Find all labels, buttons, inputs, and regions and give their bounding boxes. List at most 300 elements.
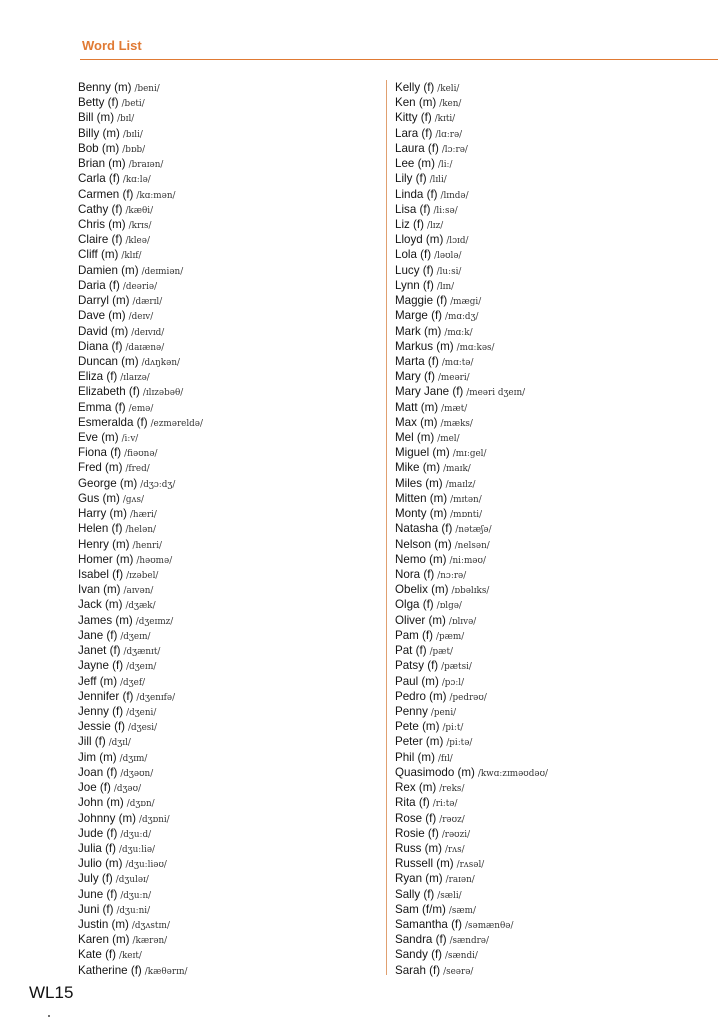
word-entry <box>78 354 378 369</box>
entry-pronunciation: /dʒɪl/ <box>108 738 131 749</box>
word-entry <box>395 278 710 293</box>
entry-pronunciation: /braɪən/ <box>128 160 164 171</box>
entry-word: Ken (m) <box>395 96 437 110</box>
word-entry <box>395 871 710 886</box>
entry-word: David (m) <box>78 324 129 338</box>
entry-word: Marta (f) <box>395 354 439 368</box>
word-entry <box>395 719 710 734</box>
entry-pronunciation: /riːtə/ <box>432 799 458 810</box>
entry-word: Isabel (f) <box>78 568 124 581</box>
entry-pronunciation: /beti/ <box>121 99 145 110</box>
entry-word: Helen (f) <box>78 522 123 536</box>
word-entry <box>395 247 710 262</box>
entry-pronunciation: /ɪlɪzəbəθ/ <box>142 388 184 399</box>
entry-word: Billy (m) <box>78 126 120 140</box>
word-entry <box>395 963 710 978</box>
entry-word: Jude (f) <box>78 826 118 840</box>
word-entry <box>395 324 710 339</box>
entry-word: Quasimodo (m) <box>395 765 475 779</box>
entry-word: Lisa (f) <box>395 202 431 216</box>
entry-word: Betty (f) <box>78 96 119 110</box>
entry-word: Marge (f) <box>395 309 443 323</box>
entry-pronunciation: /daɪænə/ <box>125 342 165 353</box>
entry-pronunciation: /rəʊzi/ <box>441 829 471 840</box>
word-entry <box>395 932 710 947</box>
entry-word: Jim (m) <box>78 750 117 764</box>
word-entry <box>78 491 378 506</box>
entry-word: Kitty (f) <box>395 111 432 125</box>
entry-pronunciation: /niːməʊ/ <box>449 555 486 566</box>
word-entry <box>78 582 378 597</box>
entry-word: Mary Jane (f) <box>395 385 464 399</box>
word-entry <box>78 156 378 171</box>
entry-word: Cathy (f) <box>78 202 123 216</box>
entry-pronunciation: /sæli/ <box>437 890 462 901</box>
entry-word: Lily (f) <box>395 172 427 186</box>
word-entry <box>395 674 710 689</box>
entry-pronunciation: /pedrəʊ/ <box>449 692 487 703</box>
word-entry <box>395 643 710 658</box>
word-entry <box>395 841 710 856</box>
entry-pronunciation: /mɑːkəs/ <box>456 342 495 353</box>
entry-pronunciation: /deɪv/ <box>128 312 154 323</box>
word-entry <box>78 811 378 826</box>
word-entry <box>395 141 710 156</box>
entry-word: Elizabeth (f) <box>78 385 140 399</box>
entry-word: Carmen (f) <box>78 187 134 201</box>
word-entry <box>78 339 378 354</box>
entry-word: Fiona (f) <box>78 446 122 460</box>
entry-word: Samantha (f) <box>395 918 463 932</box>
entry-word: Bill (m) <box>78 111 115 125</box>
word-entry <box>395 415 710 430</box>
entry-word: John (m) <box>78 796 124 810</box>
entry-word: Paul (m) <box>395 674 439 688</box>
word-entry <box>395 187 710 202</box>
entry-pronunciation: /ezməreldə/ <box>150 418 203 429</box>
entry-word: Homer (m) <box>78 552 134 566</box>
entry-pronunciation: /bɪl/ <box>117 114 135 125</box>
entry-pronunciation: /dʒɒn/ <box>126 799 155 810</box>
entry-word: Penny <box>395 704 428 718</box>
entry-word: Olga (f) <box>395 598 434 612</box>
entry-pronunciation: /nelsən/ <box>454 540 490 551</box>
word-entry <box>78 795 378 810</box>
entry-pronunciation: /keli/ <box>437 84 460 94</box>
word-entry <box>78 217 378 232</box>
entry-pronunciation: /kɑːlə/ <box>122 175 151 186</box>
entry-pronunciation: /lɪndə/ <box>440 190 469 201</box>
word-entry <box>78 80 378 95</box>
header-rule <box>80 59 718 60</box>
entry-pronunciation: /rəʊz/ <box>439 814 465 825</box>
word-entry <box>395 460 710 475</box>
entry-pronunciation: /dʒuːliə/ <box>119 844 156 855</box>
entry-pronunciation: /gʌs/ <box>122 494 144 505</box>
page-number: WL15 <box>29 983 74 1002</box>
entry-word: Russell (m) <box>395 857 454 871</box>
entry-pronunciation: /dʒesi/ <box>128 723 158 734</box>
entry-pronunciation: /ɪlaɪzə/ <box>120 373 150 384</box>
word-entry <box>78 567 378 582</box>
entry-word: Lara (f) <box>395 126 433 140</box>
word-entry <box>78 674 378 689</box>
entry-word: Carla (f) <box>78 172 120 186</box>
word-entry <box>78 400 378 415</box>
entry-pronunciation: /pæm/ <box>436 631 465 642</box>
entry-word: Pete (m) <box>395 720 440 734</box>
entry-word: James (m) <box>78 613 133 627</box>
entry-word: Dave (m) <box>78 309 126 323</box>
entry-word: Miguel (m) <box>395 446 450 460</box>
entry-word: Gus (m) <box>78 491 120 505</box>
word-entry <box>78 917 378 932</box>
entry-pronunciation: /kæθi/ <box>125 205 154 216</box>
entry-word: Sarah (f) <box>395 963 441 977</box>
entry-pronunciation: /deɪmiən/ <box>141 266 184 277</box>
entry-pronunciation: /mæks/ <box>440 418 473 429</box>
entry-pronunciation: /piːt/ <box>442 723 464 734</box>
word-entry <box>78 506 378 521</box>
word-entry <box>395 582 710 597</box>
entry-word: Mitten (m) <box>395 491 448 505</box>
entry-word: Natasha (f) <box>395 522 453 536</box>
word-entry <box>78 232 378 247</box>
word-entry <box>395 445 710 460</box>
entry-word: Justin (m) <box>78 918 129 932</box>
entry-word: Joan (f) <box>78 765 118 779</box>
entry-word: Duncan (m) <box>78 354 139 368</box>
word-entry <box>78 947 378 962</box>
word-entry <box>78 95 378 110</box>
word-entry <box>395 765 710 780</box>
entry-word: Russ (m) <box>395 841 443 855</box>
entry-pronunciation: /səmænθə/ <box>465 921 514 932</box>
word-entry <box>395 689 710 704</box>
entry-word: Kelly (f) <box>395 81 435 94</box>
column-divider <box>386 80 387 975</box>
word-entry <box>78 643 378 658</box>
entry-pronunciation: /həʊmə/ <box>136 555 173 566</box>
entry-pronunciation: /dʒuːliəʊ/ <box>125 860 167 871</box>
entry-word: Obelix (m) <box>395 583 449 597</box>
word-entry <box>395 811 710 826</box>
entry-pronunciation: /dʒɒni/ <box>139 814 170 825</box>
entry-word: Pedro (m) <box>395 689 447 703</box>
entry-pronunciation: /mɪtən/ <box>450 494 482 505</box>
word-entry <box>395 126 710 141</box>
entry-word: Jill (f) <box>78 735 106 749</box>
word-entry <box>78 278 378 293</box>
entry-pronunciation: /dʒef/ <box>120 677 146 688</box>
entry-pronunciation: /fɪl/ <box>437 753 453 764</box>
word-entry <box>395 750 710 765</box>
entry-pronunciation: /dʒeɪmz/ <box>135 616 174 627</box>
entry-word: Jessie (f) <box>78 720 126 734</box>
entry-pronunciation: /keɪt/ <box>119 951 142 962</box>
entry-pronunciation: /deɪvɪd/ <box>131 327 165 338</box>
entry-word: Katherine (f) <box>78 963 142 977</box>
word-entry <box>395 780 710 795</box>
word-entry <box>78 293 378 308</box>
word-entry <box>395 734 710 749</box>
entry-pronunciation: /aɪvən/ <box>123 586 154 597</box>
entry-word: Laura (f) <box>395 141 439 155</box>
word-entry <box>78 734 378 749</box>
entry-pronunciation: /piːtə/ <box>446 738 473 749</box>
entry-pronunciation: /pætsi/ <box>441 662 472 673</box>
entry-pronunciation: /bɪli/ <box>122 129 143 140</box>
word-entry <box>78 384 378 399</box>
entry-word: Nelson (m) <box>395 537 452 551</box>
entry-word: Maggie (f) <box>395 294 448 308</box>
word-entry <box>395 384 710 399</box>
word-entry <box>395 476 710 491</box>
entry-word: Brian (m) <box>78 157 126 171</box>
word-entry <box>78 963 378 978</box>
entry-word: Emma (f) <box>78 400 126 414</box>
entry-pronunciation: /dʒʌstɪn/ <box>131 921 170 932</box>
entry-word: Rex (m) <box>395 781 437 795</box>
entry-word: Phil (m) <box>395 750 435 764</box>
entry-pronunciation: /mɑːtə/ <box>441 357 474 368</box>
entry-word: Sally (f) <box>395 887 435 901</box>
entry-word: Janet (f) <box>78 644 121 658</box>
entry-word: Lola (f) <box>395 248 432 262</box>
word-entry <box>78 597 378 612</box>
entry-word: Peter (m) <box>395 735 444 749</box>
entry-word: Patsy (f) <box>395 659 439 673</box>
word-entry <box>395 354 710 369</box>
word-entry <box>395 171 710 186</box>
entry-word: Jenny (f) <box>78 704 124 718</box>
word-entry <box>78 324 378 339</box>
entry-word: Lynn (f) <box>395 278 434 292</box>
word-entry <box>395 537 710 552</box>
word-entry <box>78 202 378 217</box>
entry-pronunciation: /dʌŋkən/ <box>141 357 180 368</box>
entry-word: Jayne (f) <box>78 659 124 673</box>
entry-word: Eve (m) <box>78 431 119 445</box>
entry-pronunciation: /bɒb/ <box>122 144 146 155</box>
entry-pronunciation: /dʒænɪt/ <box>123 647 161 658</box>
entry-word: Ryan (m) <box>395 872 443 886</box>
word-entry <box>78 750 378 765</box>
word-entry <box>78 932 378 947</box>
entry-pronunciation: /mæt/ <box>441 403 468 414</box>
entry-pronunciation: /maɪk/ <box>443 464 471 475</box>
word-entry <box>78 887 378 902</box>
word-entry <box>395 339 710 354</box>
entry-word: Jennifer (f) <box>78 689 134 703</box>
entry-word: Monty (m) <box>395 507 448 521</box>
entry-word: Karen (m) <box>78 933 130 947</box>
word-entry <box>78 445 378 460</box>
word-entry <box>78 628 378 643</box>
entry-pronunciation: /hæri/ <box>129 510 157 521</box>
entry-pronunciation: /kɑːmən/ <box>136 190 176 201</box>
word-entry <box>78 871 378 886</box>
entry-word: Darryl (m) <box>78 294 130 308</box>
entry-word: Mark (m) <box>395 324 442 338</box>
entry-word: Johnny (m) <box>78 811 136 825</box>
entry-word: Jane (f) <box>78 628 118 642</box>
entry-word: Jeff (m) <box>78 674 118 688</box>
word-entry <box>395 567 710 582</box>
entry-word: July (f) <box>78 872 113 886</box>
entry-pronunciation: /dʒəʊ/ <box>113 784 142 795</box>
entry-word: Lee (m) <box>395 157 435 171</box>
entry-pronunciation: /lɑːrə/ <box>435 129 463 140</box>
entry-pronunciation: /kwɑːzɪməʊdəʊ/ <box>477 768 549 779</box>
entry-pronunciation: /fred/ <box>125 464 150 475</box>
word-entry <box>395 506 710 521</box>
word-entry <box>395 521 710 536</box>
word-entry <box>78 110 378 125</box>
word-entry <box>395 552 710 567</box>
entry-word: Eliza (f) <box>78 370 118 384</box>
word-entry <box>78 902 378 917</box>
entry-pronunciation: /henri/ <box>132 540 163 551</box>
word-entry <box>395 887 710 902</box>
word-entry <box>78 521 378 536</box>
entry-pronunciation: /mɪːgel/ <box>452 449 487 460</box>
entry-pronunciation: /ɒlɪvə/ <box>448 616 477 627</box>
word-entry <box>78 126 378 141</box>
entry-pronunciation: /nətæʃə/ <box>455 525 492 536</box>
entry-pronunciation: /dʒeɪn/ <box>126 662 157 673</box>
entry-pronunciation: /emə/ <box>128 403 154 414</box>
entry-word: Sandy (f) <box>395 948 443 962</box>
entry-word: Bob (m) <box>78 141 120 155</box>
entry-word: Rita (f) <box>395 796 430 810</box>
word-entry <box>395 369 710 384</box>
word-entry <box>395 856 710 871</box>
entry-pronunciation: /lɪz/ <box>426 220 444 231</box>
entry-pronunciation: /seərə/ <box>443 966 474 977</box>
entry-word: Lloyd (m) <box>395 233 444 247</box>
entry-pronunciation: /pæt/ <box>429 647 453 658</box>
entry-pronunciation: /raɪən/ <box>445 875 475 886</box>
entry-word: Markus (m) <box>395 339 454 353</box>
word-entry <box>78 171 378 186</box>
entry-word: Juni (f) <box>78 902 114 916</box>
word-entry <box>395 430 710 445</box>
word-entry <box>78 613 378 628</box>
word-entry <box>395 400 710 415</box>
word-list-column-right <box>395 80 710 978</box>
entry-pronunciation: /nɔːrə/ <box>437 571 467 581</box>
entry-word: Jack (m) <box>78 598 123 612</box>
entry-word: Claire (f) <box>78 233 123 247</box>
word-entry <box>78 263 378 278</box>
entry-pronunciation: /fiəʊnə/ <box>124 449 158 460</box>
entry-word: Kate (f) <box>78 948 117 962</box>
word-entry <box>78 689 378 704</box>
word-entry <box>395 628 710 643</box>
entry-pronunciation: /sæm/ <box>448 905 476 916</box>
word-entry <box>395 308 710 323</box>
word-entry <box>395 110 710 125</box>
word-entry <box>78 719 378 734</box>
entry-pronunciation: /ɒbəlɪks/ <box>451 586 490 597</box>
entry-pronunciation: /ɪzəbel/ <box>126 571 159 581</box>
entry-pronunciation: /lɔɪd/ <box>446 236 469 247</box>
entry-pronunciation: /liːsə/ <box>433 205 458 216</box>
entry-pronunciation: /pɔːl/ <box>441 677 465 688</box>
word-entry <box>78 415 378 430</box>
entry-pronunciation: /dʒenɪfə/ <box>136 692 176 703</box>
entry-word: Oliver (m) <box>395 613 446 627</box>
entry-pronunciation: /kæθərɪn/ <box>144 966 188 977</box>
entry-word: Mike (m) <box>395 461 441 475</box>
word-entry <box>78 369 378 384</box>
word-entry <box>78 658 378 673</box>
entry-pronunciation: /dʒəʊn/ <box>120 768 154 779</box>
entry-pronunciation: /ləʊlə/ <box>434 251 462 262</box>
word-entry <box>395 232 710 247</box>
entry-pronunciation: /dʒuːd/ <box>120 829 152 840</box>
entry-word: June (f) <box>78 887 118 901</box>
entry-word: Diana (f) <box>78 339 123 353</box>
page-section-title: Word List <box>82 38 142 53</box>
word-entry <box>78 704 378 719</box>
entry-word: Liz (f) <box>395 217 424 231</box>
entry-pronunciation: /beni/ <box>134 84 160 94</box>
word-entry <box>395 491 710 506</box>
entry-pronunciation: /dʒɔːdʒ/ <box>140 479 176 490</box>
entry-pronunciation: /mɑːk/ <box>444 327 473 338</box>
entry-pronunciation: /helən/ <box>125 525 156 536</box>
word-entry <box>395 826 710 841</box>
entry-word: Damien (m) <box>78 263 139 277</box>
entry-word: Chris (m) <box>78 217 126 231</box>
word-entry <box>395 95 710 110</box>
entry-pronunciation: /dʒuːni/ <box>116 905 151 916</box>
entry-word: Pat (f) <box>395 644 427 658</box>
word-entry <box>395 704 710 719</box>
entry-word: Esmeralda (f) <box>78 415 148 429</box>
entry-pronunciation: /luːsi/ <box>436 266 462 277</box>
entry-word: Rose (f) <box>395 811 437 825</box>
word-entry <box>78 765 378 780</box>
entry-pronunciation: /sændrə/ <box>449 936 489 947</box>
entry-pronunciation: /dærɪl/ <box>132 297 163 308</box>
word-entry <box>395 80 710 95</box>
word-entry <box>78 780 378 795</box>
entry-pronunciation: /dʒɪm/ <box>119 753 148 764</box>
entry-pronunciation: /mɒnti/ <box>450 510 483 521</box>
entry-pronunciation: /dʒeni/ <box>126 707 157 718</box>
entry-word: Henry (m) <box>78 537 130 551</box>
entry-pronunciation: /lɪn/ <box>436 281 455 292</box>
entry-word: Julia (f) <box>78 841 117 855</box>
entry-pronunciation: /sændi/ <box>445 951 478 962</box>
entry-word: Sandra (f) <box>395 933 447 947</box>
entry-pronunciation: /reks/ <box>439 784 465 795</box>
entry-pronunciation: /rʌsəl/ <box>456 860 485 871</box>
word-entry <box>78 537 378 552</box>
entry-word: Nemo (m) <box>395 552 447 566</box>
entry-word: Nora (f) <box>395 568 435 581</box>
entry-word: Miles (m) <box>395 476 443 490</box>
entry-word: Harry (m) <box>78 507 127 521</box>
word-entry <box>78 856 378 871</box>
word-entry <box>78 460 378 475</box>
word-entry <box>395 217 710 232</box>
word-entry <box>395 917 710 932</box>
entry-pronunciation: /deəriə/ <box>122 281 158 292</box>
